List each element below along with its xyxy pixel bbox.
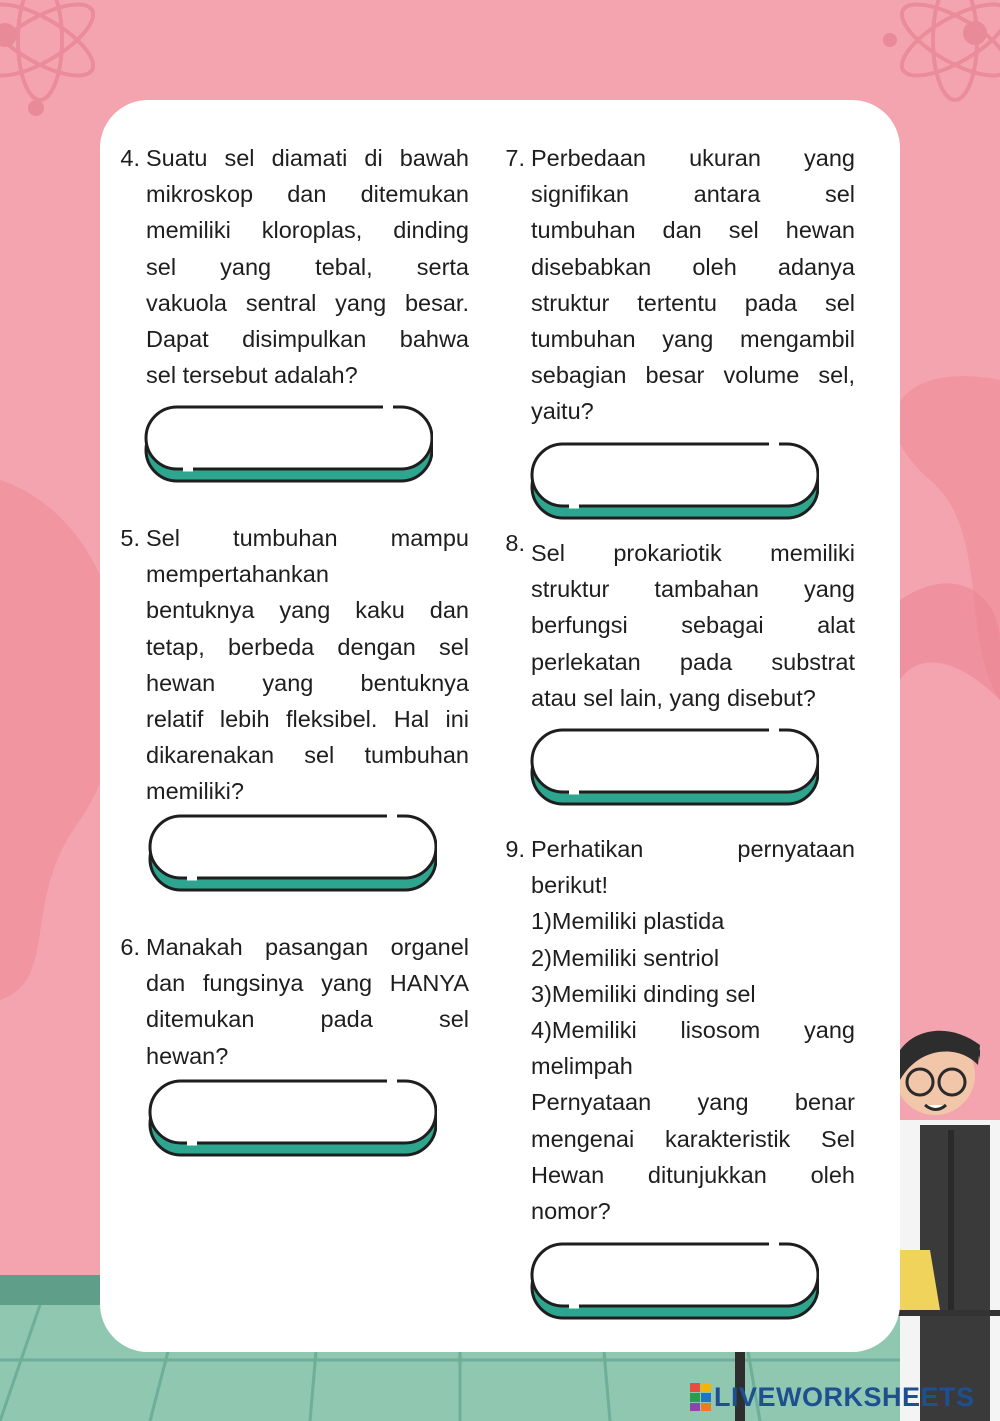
liveworksheets-logo[interactable]	[690, 1380, 975, 1414]
question-number: 8.	[505, 530, 525, 556]
question-number: 5.	[120, 525, 140, 551]
answer-box-8	[529, 728, 819, 806]
question-text: Manakah pasangan organel dan fungsinya yang HANYA ditemukan pada sel hewan?	[146, 934, 469, 1069]
answer-box-7	[529, 442, 819, 520]
question-number: 9.	[505, 836, 525, 862]
question-4	[120, 140, 469, 393]
answer-box-6	[147, 1079, 437, 1157]
question-5	[120, 520, 469, 810]
question-number: 4.	[120, 145, 140, 171]
answer-input[interactable]	[165, 824, 419, 866]
answer-input[interactable]	[165, 1089, 419, 1131]
answer-input[interactable]	[547, 452, 801, 494]
question-7	[505, 140, 855, 430]
question-text: Sel prokariotik memiliki struktur tambahan yang berfungsi sebagai alat perlekatan pada substrat atau sel lain, yang disebut?	[531, 540, 855, 711]
answer-box-9	[529, 1242, 819, 1320]
question-text: Suatu sel diamati di bawah mikroskop dan ditemukan memiliki kloroplas, dinding sel yang tebal, serta vakuola sentral yang besar. Dapat disimpulkan bahwa sel tersebut adalah?	[146, 145, 469, 389]
answer-box-4	[143, 405, 433, 483]
answer-input[interactable]	[547, 1252, 801, 1294]
brand-text: LIVEWORKSHEETS	[714, 1381, 975, 1412]
question-9	[505, 831, 855, 1229]
question-text: Perbedaan ukuran yang signifikan antara sel tumbuhan dan sel hewan disebabkan oleh adanya struktur tertentu pada sel tumbuhan yang mengambil sebagian besar volume sel, yaitu?	[531, 145, 855, 425]
question-text: Sel tumbuhan mampu mempertahankan bentuknya yang kaku dan tetap, berbeda dengan sel hewan yang bentuknya relatif lebih fleksibel. Hal ini dikarenakan sel tumbuhan memiliki?	[146, 525, 469, 805]
liveworksheets-icon	[690, 1383, 712, 1411]
answer-input[interactable]	[547, 738, 801, 780]
question-8	[505, 530, 855, 716]
question-text: Perhatikan pernyataan berikut! 1)Memiliki plastida 2)Memiliki sentriol 3)Memiliki dinding sel 4)Memiliki lisosom yang melimpah Pernyataan yang benar mengenai karakteristik Sel Hewan ditunjukkan oleh nomor?	[531, 836, 855, 1225]
answer-box-5	[147, 814, 437, 892]
question-number: 6.	[120, 934, 140, 960]
answer-input[interactable]	[161, 415, 415, 457]
question-number: 7.	[505, 145, 525, 171]
question-6	[120, 929, 469, 1074]
